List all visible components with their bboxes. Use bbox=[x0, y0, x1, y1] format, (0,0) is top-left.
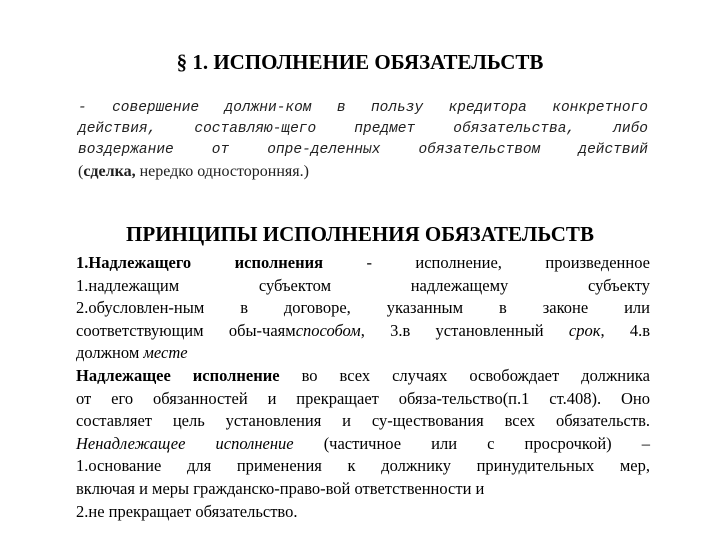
definition-note bbox=[78, 161, 648, 182]
text-fragment: (частичное или с просрочкой) – bbox=[293, 433, 650, 453]
section-title: § 1. ИСПОЛНЕНИЕ ОБЯЗАТЕЛЬСТВ bbox=[176, 50, 544, 74]
place-term: месте bbox=[143, 343, 188, 363]
principle-line: 2.не прекращает обязательство. bbox=[76, 501, 298, 521]
term-term: срок bbox=[568, 320, 601, 340]
improper-term: Ненадлежащее исполнение bbox=[76, 433, 294, 453]
method-term: способом bbox=[295, 320, 361, 340]
principle-line bbox=[76, 252, 650, 275]
definition-line: - совершение должни-ком в пользу кредитора конкретного bbox=[78, 100, 648, 116]
obligation-definition bbox=[78, 98, 648, 182]
principle-line: 2.обусловлен-ным в договоре, указанным в законе или bbox=[76, 298, 650, 318]
term-deal: сделка, bbox=[83, 163, 136, 180]
principle-line bbox=[76, 342, 650, 365]
text-fragment: должном bbox=[76, 343, 144, 363]
principle-line: составляет цель установления и су-ществования всех обязательств. bbox=[76, 411, 650, 431]
principle-line: 1.основание для применения к должнику принудительных мер, bbox=[76, 456, 650, 476]
text-fragment: соответствующим обы-чаям bbox=[76, 320, 296, 340]
proper-term: Надлежащее исполнение bbox=[76, 365, 280, 385]
text-fragment: во всех случаях освобождает должника bbox=[279, 365, 650, 385]
note-rest: нередко односторонняя.) bbox=[135, 163, 309, 180]
principle-line bbox=[76, 320, 650, 343]
principle-line: 1.надлежащим субъектом надлежащему субъекту bbox=[76, 275, 650, 295]
principles-heading: ПРИНЦИПЫ ИСПОЛНЕНИЯ ОБЯЗАТЕЛЬСТВ bbox=[126, 222, 594, 246]
text-fragment: - исполнение, произведенное bbox=[323, 253, 650, 272]
text-fragment: , 3.в установленный bbox=[360, 320, 569, 340]
principle-line: включая и меры гражданско-право-вой ответственности и bbox=[76, 478, 485, 498]
definition-line: воздержание от опре-деленных обязательством действий bbox=[78, 142, 648, 158]
definition-line: действия, составляю-щего предмет обязательства, либо bbox=[78, 121, 648, 137]
paren-open: ( bbox=[78, 163, 84, 180]
text-fragment: , 4.в bbox=[600, 320, 650, 340]
principle-line bbox=[76, 365, 650, 388]
principles-body bbox=[76, 252, 650, 523]
proper-performance-term: 1.Надлежащего исполнения bbox=[76, 253, 324, 272]
principle-line: от его обязанностей и прекращает обяза-тельство(п.1 ст.408). Оно bbox=[76, 388, 650, 408]
principle-line bbox=[76, 433, 650, 456]
